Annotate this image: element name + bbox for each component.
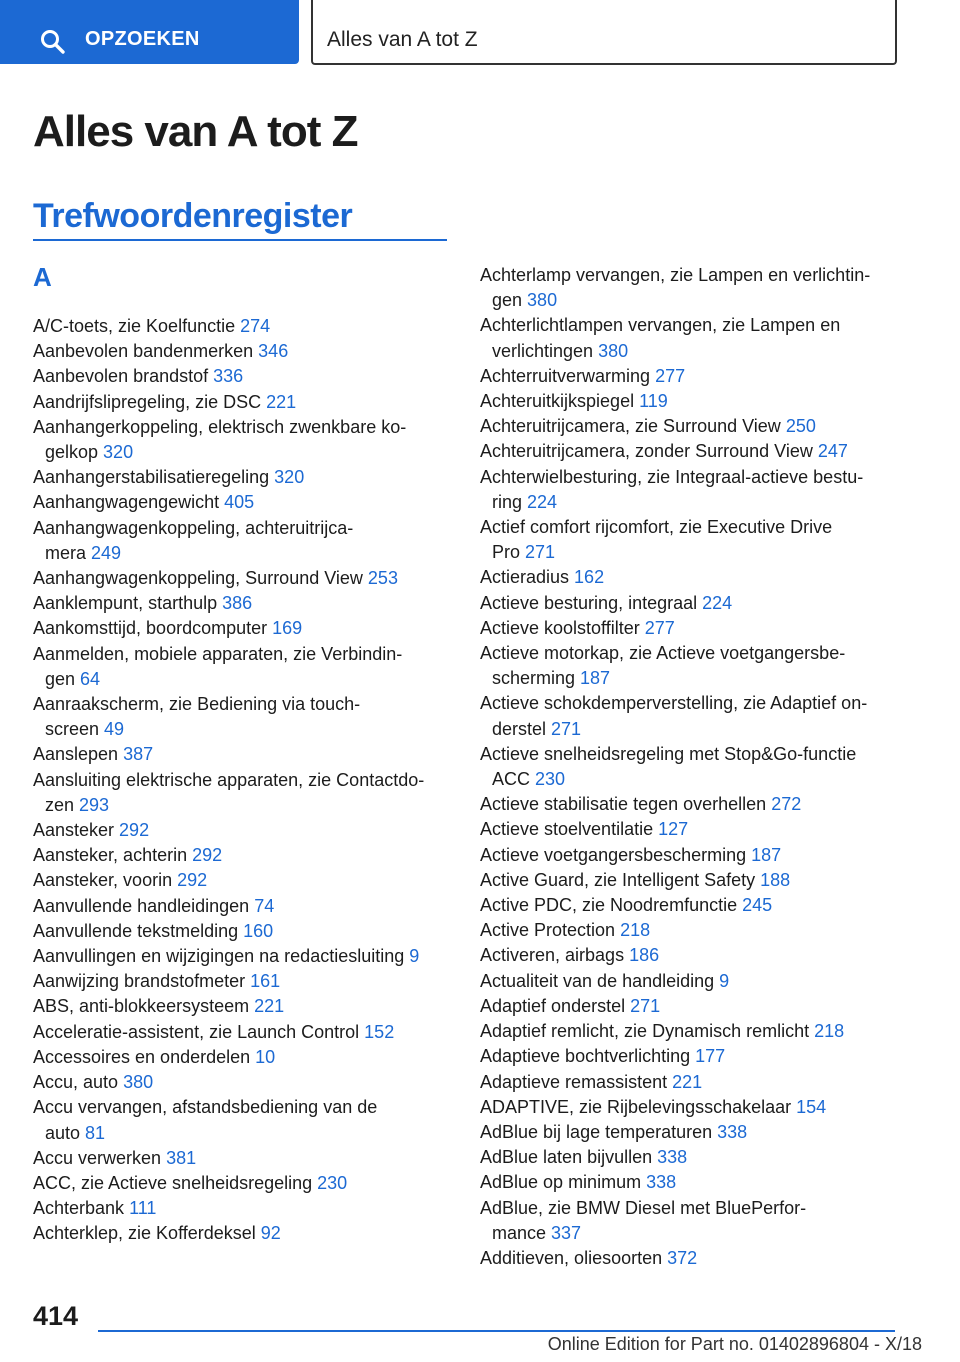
page-reference-link[interactable]: 380 (527, 290, 558, 311)
index-entry-text: Actieve voetgangersbescherming (480, 844, 752, 865)
index-entry-text: Adaptief remlicht, zie Dynamisch remlicht (480, 1021, 815, 1042)
page-reference-link[interactable]: 386 (222, 593, 253, 614)
page-reference-link[interactable]: 272 (771, 794, 802, 815)
index-entry (480, 1095, 900, 1120)
index-entry (480, 1070, 900, 1095)
page-number: 414 (33, 1301, 79, 1331)
index-entry (33, 390, 453, 415)
index-entry (480, 893, 900, 918)
page-reference-link[interactable]: 277 (655, 365, 686, 386)
index-entry-text: Aanhangwagengewicht (33, 492, 225, 513)
index-entry-text: Adaptief onderstel (480, 995, 631, 1016)
page-reference-link[interactable]: 152 (364, 1021, 395, 1042)
index-entry (480, 868, 900, 893)
page-reference-link[interactable]: 337 (551, 1222, 582, 1243)
index-entry-text: Achterlamp vervangen, zie Lampen en verlichtin‐ (480, 265, 871, 285)
index-entry-text: Achteruitrijcamera, zonder Surround View (480, 441, 818, 462)
page-reference-link[interactable]: 74 (254, 895, 275, 916)
page-reference-link[interactable]: 218 (814, 1021, 845, 1042)
page-reference-link[interactable]: 221 (266, 391, 297, 412)
page-reference-link[interactable]: 81 (85, 1122, 106, 1143)
page-reference-link[interactable]: 338 (646, 1172, 677, 1193)
index-entry (33, 364, 453, 389)
index-entry-text: Achterwielbesturing, zie Integraal-actieve bestu‐ (480, 466, 864, 487)
index-entry (480, 414, 900, 439)
index-entry-text: Aanslepen (33, 744, 124, 765)
page-reference-link[interactable]: 320 (274, 467, 305, 488)
page-reference-link[interactable]: 338 (657, 1147, 688, 1168)
index-entry-text-continued: derstel (492, 718, 552, 739)
index-entry-text: Actieve snelheidsregeling met Stop&Go-functie (480, 743, 857, 764)
index-entry (480, 817, 900, 842)
index-entry (480, 1196, 900, 1246)
index-entry-text: Accu, auto (33, 1072, 124, 1093)
page-reference-link[interactable]: 162 (574, 567, 605, 588)
page-reference-link[interactable]: 9 (409, 946, 420, 967)
page-reference-link[interactable]: 127 (658, 819, 689, 840)
page-reference-link[interactable]: 274 (240, 316, 271, 336)
index-entry (33, 339, 453, 364)
index-entry (33, 919, 453, 944)
index-entry (33, 516, 453, 566)
page-reference-link[interactable]: 10 (255, 1046, 276, 1067)
page-reference-link[interactable]: 111 (129, 1198, 157, 1219)
index-entry (33, 1070, 453, 1095)
index-entry (33, 944, 453, 969)
index-entry-text: Adaptieve bochtverlichting (480, 1046, 696, 1067)
index-column-right (480, 263, 900, 1271)
index-entry-text: Achteruitkijkspiegel (480, 391, 640, 412)
index-entry-text: AdBlue op minimum (480, 1172, 647, 1193)
index-entry-text: ABS, anti-blokkeersysteem (33, 996, 255, 1017)
index-entry (33, 465, 453, 490)
index-entry (33, 994, 453, 1019)
index-entry (480, 969, 900, 994)
index-entry-text: Aanvullingen en wijzigingen na redactiesluiting (33, 946, 410, 967)
index-entry-text-continued: mance (492, 1222, 552, 1243)
index-entry-text: Aanvullende tekstmelding (33, 920, 244, 941)
page-reference-link[interactable]: 187 (751, 844, 782, 865)
page-reference-link[interactable]: 169 (272, 618, 303, 639)
page-reference-link[interactable]: 292 (119, 820, 150, 841)
index-entry-text-continued: gen (492, 290, 528, 311)
index-entry-text: Acceleratie-assistent, zie Launch Control (33, 1021, 365, 1042)
index-entry-text: Accu vervangen, afstandsbediening van de (33, 1097, 378, 1118)
page-reference-link[interactable]: 292 (177, 870, 208, 891)
page-reference-link[interactable]: 92 (260, 1223, 281, 1244)
page-reference-link[interactable]: 224 (527, 491, 558, 512)
index-entry-text: Aanraakscherm, zie Bediening via touch‐ (33, 694, 361, 715)
index-entry-text-continued: ACC (492, 769, 536, 790)
page-reference-link[interactable]: 230 (535, 769, 566, 790)
index-entry-text-continued: zen (45, 794, 80, 815)
page-reference-link[interactable]: 188 (760, 869, 791, 890)
page-reference-link[interactable]: 119 (639, 391, 668, 412)
index-entry-text: Aanbevolen brandstof (33, 366, 214, 387)
index-entry-text: Aanhangwagenkoppeling, achteruitrijca‐ (33, 517, 354, 538)
page-reference-link[interactable]: 224 (702, 592, 733, 613)
index-entry-text-continued: ring (492, 491, 528, 512)
index-entry-text: AdBlue bij lage temperaturen (480, 1121, 718, 1142)
page-reference-link[interactable]: 230 (317, 1172, 348, 1193)
index-entry-text: Achteruitrijcamera, zie Surround View (480, 416, 786, 437)
index-entry-text: AdBlue, zie BMW Diesel met BluePerfor‐ (480, 1197, 807, 1218)
page-reference-link[interactable]: 9 (719, 970, 730, 991)
index-entry-text: Aansluiting elektrische apparaten, zie Contactdo‐ (33, 769, 425, 790)
index-entry (33, 1095, 453, 1145)
index-entry (480, 364, 900, 389)
page-reference-link[interactable]: 380 (598, 340, 629, 361)
index-entry-text: Aanbevolen bandenmerken (33, 341, 259, 362)
page-reference-link[interactable]: 161 (250, 971, 281, 992)
index-entry (480, 1120, 900, 1145)
footer-divider (98, 1330, 895, 1332)
index-entry-text-continued: auto (45, 1122, 86, 1143)
index-entry (480, 1019, 900, 1044)
top-bar (0, 0, 960, 66)
page-reference-link[interactable]: 346 (258, 341, 289, 362)
index-entry-text: Actieradius (480, 567, 575, 588)
page-reference-link[interactable]: 271 (630, 995, 661, 1016)
index-entry-text: Actieve motorkap, zie Actieve voetgangersbe‐ (480, 643, 846, 664)
index-entry (480, 616, 900, 641)
index-entry (33, 1020, 453, 1045)
index-entry-text: Actieve schokdemperverstelling, zie Adaptief on‐ (480, 693, 868, 714)
index-entry (480, 742, 900, 792)
index-entry-text: Actualiteit van de handleiding (480, 970, 720, 991)
index-entry (480, 439, 900, 464)
index-entry-text: Aansteker, voorin (33, 870, 178, 891)
index-entry-text: Active Protection (480, 920, 621, 941)
page-reference-link[interactable]: 387 (123, 744, 154, 765)
index-entry-text: Activeren, airbags (480, 945, 630, 966)
index-entry-text: Actieve koolstoffilter (480, 617, 645, 638)
page-reference-link[interactable]: 160 (243, 920, 274, 941)
search-button-label: OPZOEKEN (85, 28, 200, 50)
index-entry (33, 591, 453, 616)
page-reference-link[interactable]: 186 (629, 945, 660, 966)
page-reference-link[interactable]: 293 (79, 794, 110, 815)
index-column-left (33, 314, 453, 1247)
index-entry-text: Aankomsttijd, boordcomputer (33, 618, 273, 639)
index-entry (33, 1171, 453, 1196)
page-reference-link[interactable]: 277 (644, 617, 675, 638)
index-entry-text: Actief comfort rijcomfort, zie Executive Drive (480, 517, 833, 538)
page-reference-link[interactable]: 405 (224, 492, 255, 513)
page-reference-link[interactable]: 271 (551, 718, 582, 739)
index-entry-text: A/C-toets, zie Koelfunctie (33, 316, 241, 336)
index-entry-text: Aanhangerkoppeling, elektrisch zwenkbare ko‐ (33, 416, 407, 437)
index-entry-text-continued: gen (45, 668, 81, 689)
index-entry-text: Aandrijfslipregeling, zie DSC (33, 391, 267, 412)
page-reference-link[interactable]: 187 (580, 668, 611, 689)
index-entry-text-continued: verlichtingen (492, 340, 599, 361)
index-entry-text: Active Guard, zie Intelligent Safety (480, 869, 761, 890)
index-entry (480, 1170, 900, 1195)
index-entry (480, 389, 900, 414)
index-entry-text: Aansteker, achterin (33, 845, 193, 866)
page-reference-link[interactable]: 271 (525, 542, 556, 563)
index-entry-text-continued: screen (45, 719, 105, 740)
footer-edition[interactable]: Online Edition for Part no. 01402896804 - X/18 (547, 1334, 922, 1354)
page-reference-link[interactable]: 320 (103, 442, 134, 463)
index-entry (33, 415, 453, 465)
index-entry (33, 692, 453, 742)
index-entry (33, 566, 453, 591)
index-entry (480, 1044, 900, 1069)
section-title: Trefwoordenregister (33, 197, 353, 235)
index-entry-text: Adaptieve remassistent (480, 1071, 673, 1092)
index-entry-text: ADAPTIVE, zie Rijbelevingsschakelaar (480, 1096, 797, 1117)
index-letter: A (33, 262, 52, 292)
index-entry (480, 263, 900, 313)
index-entry (480, 591, 900, 616)
index-entry (33, 1221, 453, 1246)
index-entry-text: Aanhangerstabilisatieregeling (33, 467, 275, 488)
index-entry-text: AdBlue laten bijvullen (480, 1147, 658, 1168)
index-entry-text: Aanhangwagenkoppeling, Surround View (33, 568, 368, 589)
search-icon (40, 29, 66, 55)
index-entry-text: Aanvullende handleidingen (33, 895, 255, 916)
page-reference-link[interactable]: 49 (104, 719, 125, 740)
page-reference-link[interactable]: 253 (367, 568, 398, 589)
index-entry-text-continued: Pro (492, 542, 526, 563)
index-entry (480, 994, 900, 1019)
index-entry (480, 641, 900, 691)
index-entry-text: Accessoires en onderdelen (33, 1046, 256, 1067)
page-reference-link[interactable]: 249 (91, 542, 122, 563)
index-entry (33, 1146, 453, 1171)
index-entry (33, 742, 453, 767)
page-reference-link[interactable]: 381 (166, 1147, 197, 1168)
page-reference-link[interactable]: 292 (192, 845, 223, 866)
index-entry-text: Actieve stoelventilatie (480, 819, 659, 840)
page-reference-link[interactable]: 372 (667, 1247, 698, 1268)
index-entry-text-continued: mera (45, 542, 92, 563)
page-reference-link[interactable]: 336 (213, 366, 244, 387)
page-reference-link[interactable]: 245 (742, 895, 773, 916)
index-entry (33, 868, 453, 893)
index-entry-text: Aanmelden, mobiele apparaten, zie Verbindin‐ (33, 643, 403, 664)
search-button[interactable] (0, 0, 299, 64)
index-entry-text: Aanwijzing brandstofmeter (33, 971, 251, 992)
index-entry (480, 792, 900, 817)
index-entry (33, 1196, 453, 1221)
index-entry-text: Achterlichtlampen vervangen, zie Lampen en (480, 315, 841, 336)
breadcrumb[interactable] (311, 0, 897, 65)
index-entry (33, 642, 453, 692)
index-entry (33, 768, 453, 818)
index-entry-text: Actieve stabilisatie tegen overhellen (480, 794, 772, 815)
index-entry (480, 943, 900, 968)
index-entry (480, 1246, 900, 1271)
index-entry (480, 843, 900, 868)
index-entry (33, 894, 453, 919)
index-entry (33, 314, 453, 339)
index-entry (480, 313, 900, 363)
page-reference-link[interactable]: 247 (817, 441, 848, 462)
page-reference-link[interactable]: 64 (80, 668, 101, 689)
index-entry-text: Achterklep, zie Kofferdeksel (33, 1223, 261, 1244)
index-entry (33, 818, 453, 843)
page-reference-link[interactable]: 154 (796, 1096, 827, 1117)
page-reference-link[interactable]: 380 (123, 1072, 154, 1093)
index-entry-text: Additieven, oliesoorten (480, 1247, 668, 1268)
page-reference-link[interactable]: 177 (695, 1046, 726, 1067)
index-entry-text: Active PDC, zie Noodremfunctie (480, 895, 743, 916)
page-reference-link[interactable]: 221 (254, 996, 285, 1017)
section-divider (33, 239, 447, 241)
index-entry (33, 1045, 453, 1070)
index-entry (33, 490, 453, 515)
index-entry (480, 465, 900, 515)
index-entry-text: Actieve besturing, integraal (480, 592, 703, 613)
index-entry-text: Accu verwerken (33, 1147, 167, 1168)
index-entry (480, 918, 900, 943)
index-entry-text: Achterruitverwarming (480, 365, 656, 386)
page-reference-link[interactable]: 221 (672, 1071, 703, 1092)
page-reference-link[interactable]: 218 (620, 920, 651, 941)
index-entry-text: Aansteker (33, 820, 120, 841)
index-entry (33, 969, 453, 994)
index-entry-text: Achterbank (33, 1198, 130, 1219)
breadcrumb-label: Alles van A tot Z (327, 28, 478, 51)
index-entry (480, 515, 900, 565)
index-entry-text-continued: scherming (492, 668, 581, 689)
index-entry (480, 691, 900, 741)
index-entry (480, 565, 900, 590)
index-entry-text-continued: gelkop (45, 442, 104, 463)
page-title: Alles van A tot Z (33, 107, 358, 156)
index-entry-text: Aanklempunt, starthulp (33, 593, 223, 614)
page-reference-link[interactable]: 338 (717, 1121, 748, 1142)
index-entry-text: ACC, zie Actieve snelheidsregeling (33, 1172, 318, 1193)
index-entry (33, 843, 453, 868)
index-entry (33, 616, 453, 641)
index-entry (480, 1145, 900, 1170)
page-reference-link[interactable]: 250 (785, 416, 816, 437)
